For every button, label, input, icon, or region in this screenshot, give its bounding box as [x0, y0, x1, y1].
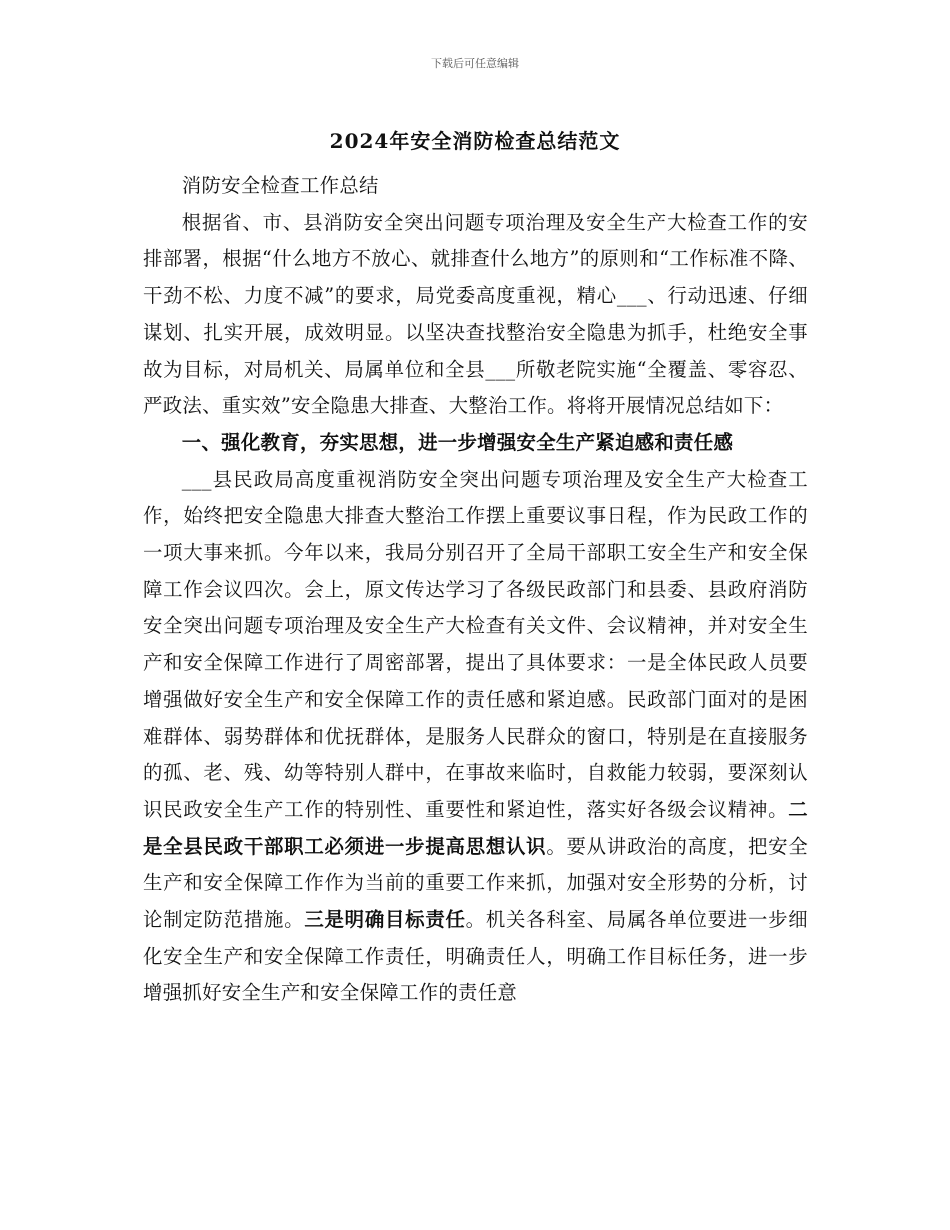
document-title: 2024年安全消防检查总结范文: [329, 129, 621, 153]
section-1-text-part2: 。要从讲政治的高度，把安全生产和安全保障工作作为当前的重要工作来抓，加强对安全形势的分析，讨论制定防范措施。: [143, 834, 809, 932]
section-1-text-part3: 。机关各科室、局属各单位要进一步细化安全生产和安全保障工作责任，明确责任人，明确工作目标任务，进一步增强抓好安全生产和安全保障工作的责任意: [143, 908, 808, 1005]
section-1-text-part1: ___县民政局高度重视消防安全突出问题专项治理及安全生产大检查工作，始终把安全隐患大排查大整治工作摆上重要议事日程，作为民政工作的一项大事来抓。今年以来，我局分别召开了全局干部职工安全生产和安全保障工作会议四次。会上，原文传达学习了各级民政部门和县委、县政府消防安全突出问题专项治理及安全生产大检查有关文件、会议精神，并对安全生产和安全保障工作进行了周密部署，提出了具体要求：一是全体民政人员要增强做好安全生产和安全保障工作的责任感和紧迫感。民政部门面对的是困难群体、弱势群体和优抚群体，是服务人民群众的窗口，特别是在直接服务的孤、老、残、幼等特别人群中，在事故来临时，自救能力较弱，要深刻认识民政安全生产工作的特别性、重要性和紧迫性，落实好各级会议精神。: [143, 467, 808, 821]
section-1-bold-point-2: 二是全县民政干部职工必须进一步提高思想认识: [143, 797, 808, 858]
document-body: [143, 168, 808, 1012]
section-1-heading: 一、强化教育，夯实思想，进一步增强安全生产紧迫感和责任感: [181, 430, 734, 454]
header-note: 下载后可任意编辑: [431, 57, 519, 70]
section-1-paragraph: [143, 462, 808, 1013]
section-1-bold-point-3: 三是明确目标责任: [304, 908, 466, 932]
document-subtitle: 消防安全检查工作总结: [181, 174, 379, 197]
intro-paragraph: 根据省、市、县消防安全突出问题专项治理及安全生产大检查工作的安排部署，根据“什么地方不放心、就排查什么地方”的原则和“工作标准不降、干劲不松、力度不减”的要求，局党委高度重视，精心___、行动迅速、仔细谋划、扎实开展，成效明显。以坚决查找整治安全隐患为抓手，杜绝安全事故为目标，对局机关、局属单位和全县___所敬老院实施“全覆盖、零容忍、严政法、重实效”安全隐患大排查、大整治工作。将将开展情况总结如下：: [143, 210, 808, 418]
